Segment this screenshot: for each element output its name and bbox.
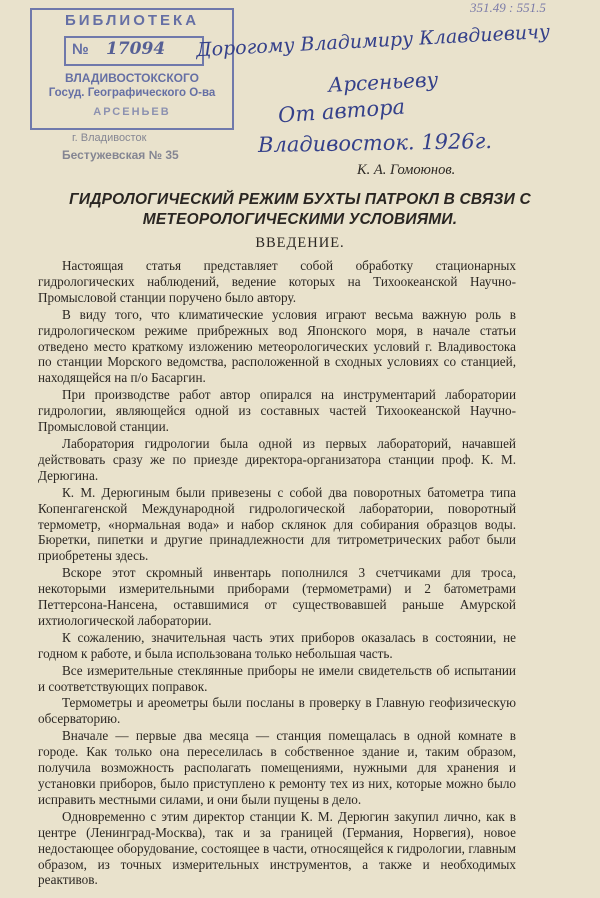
paragraph: К сожалению, значительная часть этих приборов оказалась в состоянии, не годном к работе, и была использована только небольшая часть.: [38, 629, 516, 661]
inscription-line-3: От автора: [277, 94, 406, 128]
paragraph: В виду того, что климатические условия играют весьма важную роль в гидрологическом режиме прибрежных вод Японского моря, в начале статьи отведено место краткому изложению метеорологических условий г. Владивостока по станции Морского ведомства, расположенной в сходных условиях со станцией, находящейся на п/о Басаргин.: [38, 306, 516, 386]
paragraph: Термометры и ареометры были посланы в проверку в Главную геофизическую обсерваторию.: [38, 695, 516, 727]
stamp-society: Госуд. Географического О-ва: [48, 87, 216, 99]
stamp-title: БИБЛИОТЕКА: [64, 12, 200, 29]
address-stamp-street: Бестужевская № 35: [62, 148, 179, 162]
paragraph: Настоящая статья представляет собой обработку стационарных гидрологических наблюдений, ведение которых на Тихоокеанской Научно-Промысловой станции поручено было автору.: [38, 258, 516, 305]
paragraph: При производстве работ автор опирался на инструментарий лаборатории гидрологии, являющейся одной из составных частей Тихоокеанской Научно-Промысловой станции.: [38, 387, 516, 435]
section-heading: ВВЕДЕНИЕ.: [255, 235, 345, 251]
address-stamp-city: г. Владивосток: [72, 132, 147, 144]
inscription-line-4: Владивосток. 1926г.: [257, 128, 493, 158]
paragraph: К. М. Дерюгиным были привезены с собой два поворотных батометра типа Копенгагенской Международной гидрологической лаборатории, поворотный термометр, «нормальная вода» и набор склянок для собирания образцов воды. Бюретки, пипетки и другие принадлежности для титрометрических работ были приобретены здесь.: [38, 484, 516, 564]
library-stamp: [30, 8, 234, 130]
author-name: К. А. Гомоюнов.: [357, 162, 456, 178]
stamp-city: ВЛАДИВОСТОКСКОГО: [65, 71, 199, 85]
stamp-number-box: [64, 36, 204, 66]
stamp-number-label: №: [72, 41, 89, 58]
paragraph: Одновременно с этим директор станции К. М. Дерюгин закупил лично, как в центре (Ленинград-Москва), так и за границей (Германия, Норвегия), новое недостающее оборудование, состоящее в части, относящейся к гидрологии, главным образом, из точных измерительных инструментов, а также и необходимых реактивов.: [38, 808, 516, 888]
inscription-line-1: Дорогому Владимиру Клавдиевичу: [195, 20, 551, 62]
stamp-name: АРСЕНЬЕВ: [93, 106, 171, 118]
stamp-number: 17094: [106, 39, 166, 59]
article-body: [38, 258, 516, 889]
paragraph: Вскоре этот скромный инвентарь пополнился 3 счетчиками для троса, некоторыми измерительными приборами (термометрами) и 2 батометрами Петтерсона-Нансена, оставшимися от существовавшей раньше Амурской ихтиологической лаборатории.: [38, 565, 516, 628]
inscription-line-2: Арсеньеву: [327, 67, 439, 97]
article-title: ГИДРОЛОГИЧЕСКИЙ РЕЖИМ БУХТЫ ПАТРОКЛ В СВЯЗИ С МЕТЕОРОЛОГИЧЕСКИМИ УСЛОВИЯМИ.: [69, 191, 531, 228]
paragraph: Все измерительные стеклянные приборы не имели свидетельств об испытании и соответствующих поправок.: [38, 662, 516, 694]
paragraph: Вначале — первые два месяца — станция помещалась в одной комнате в городе. Как только она переселилась в собственное здание и, таким образом, получила возможность располагать помещениями, нужными для хранения и установки приборов, было приступлено к ремонту тех из них, которые можно было исправить местными силами, и они были пущены в дело.: [38, 728, 516, 807]
paragraph: Лаборатория гидрологии была одной из первых лабораторий, начавшей действовать сразу же по приезде директора-организатора станции проф. К. М. Дерюгина.: [38, 435, 516, 483]
catalog-number-scribble: 351.49 : 551.5: [470, 0, 546, 15]
